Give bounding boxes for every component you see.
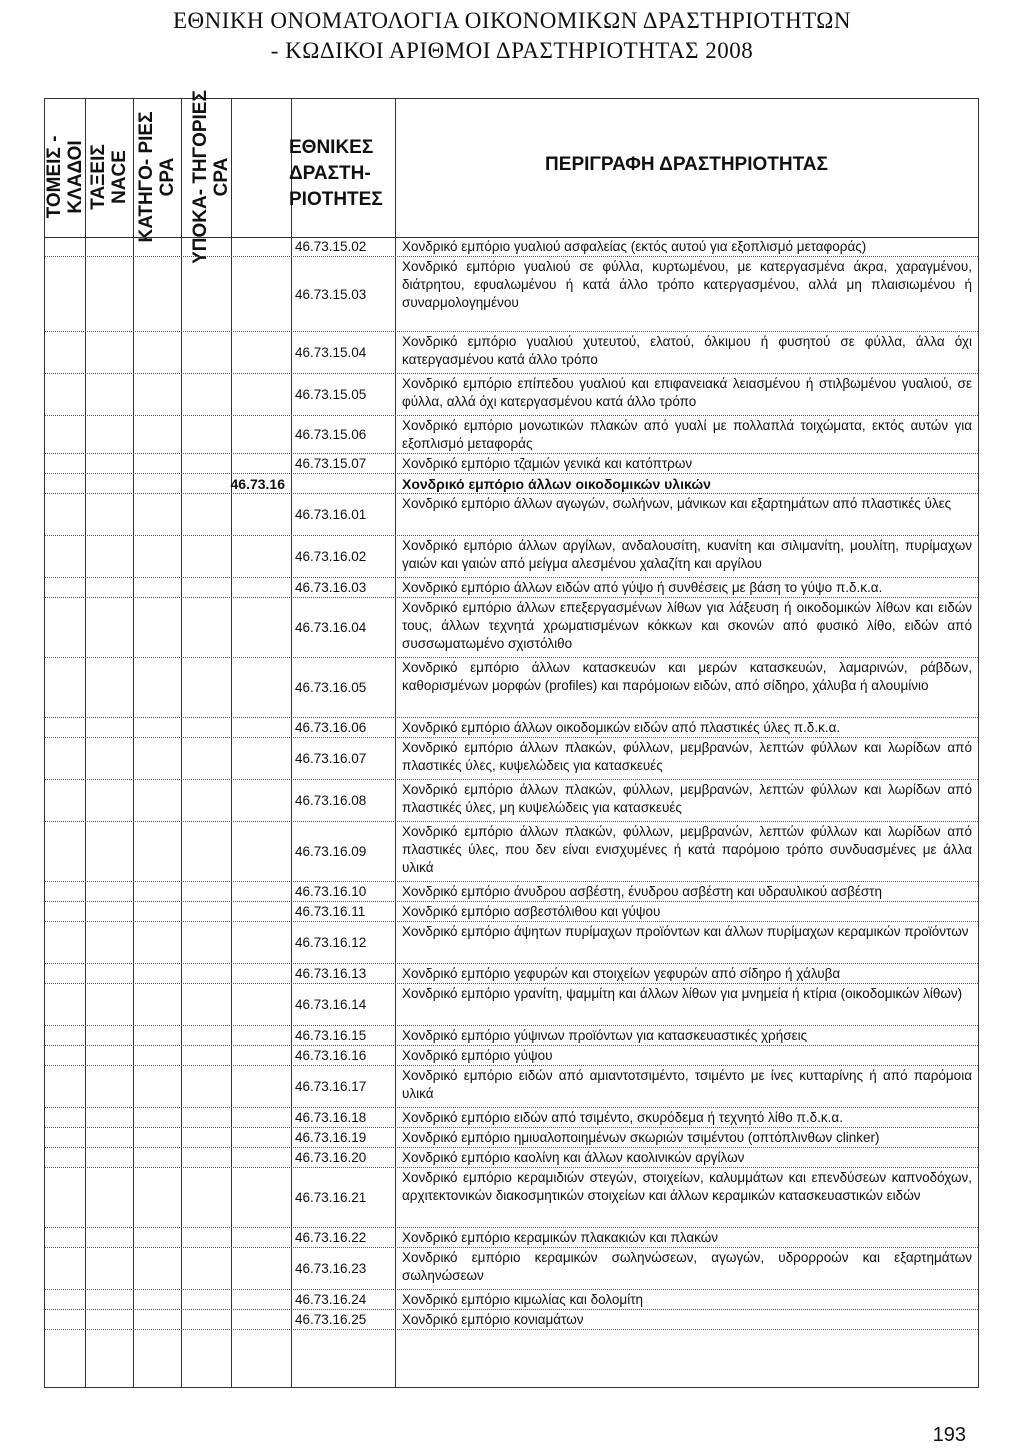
activity-code: 46.73.16.01: [295, 507, 367, 522]
activity-description: Χονδρικό εμπόριο άλλων ειδών από γύψο ή συνθέσεις με βάση το γύψο π.δ.κ.α.: [402, 580, 883, 595]
table-row: [45, 1066, 978, 1108]
activity-description: Χονδρικό εμπόριο καολίνη και άλλων καολινικών αργίλων: [402, 1150, 745, 1165]
class-cell: [45, 1066, 291, 1107]
activity-code: 46.73.16.22: [295, 1230, 367, 1245]
class-cell: [45, 1128, 291, 1147]
class-cell: [45, 257, 291, 331]
table-row: [45, 738, 978, 780]
table-row: [45, 882, 978, 902]
activity-description: Χονδρικό εμπόριο τζαμιών γενικά και κατόπτρων: [402, 456, 693, 471]
table-row: [45, 1128, 978, 1148]
class-cell: [45, 1228, 291, 1247]
table-row: [45, 237, 978, 257]
table-row: [45, 454, 978, 474]
table-row: [45, 658, 978, 718]
class-cell: [45, 984, 291, 1025]
table-row: [45, 780, 978, 822]
class-cell: [45, 1290, 291, 1309]
activity-description: Χονδρικό εμπόριο κιμωλίας και δολομίτη: [402, 1292, 644, 1307]
table-row: [45, 598, 978, 658]
document-title-line2: - ΚΩΔΙΚΟΙ ΑΡΙΘΜΟΙ ΔΡΑΣΤΗΡΙΟΤΗΤΑΣ 2008: [270, 38, 754, 63]
activity-code: 46.73.16.24: [295, 1292, 367, 1307]
activity-code: 46.73.16.25: [295, 1312, 367, 1327]
class-cell: [45, 1310, 291, 1329]
class-cell: [45, 1026, 291, 1045]
class-cell: [45, 1148, 291, 1167]
activity-code: 46.73.16.03: [295, 580, 367, 595]
activity-code: 46.73.15.06: [295, 427, 367, 442]
class-cell: [45, 780, 291, 821]
activity-code: 46.73.16.08: [295, 793, 367, 808]
table-row: [45, 332, 978, 374]
activity-description: Χονδρικό εμπόριο μονωτικών πλακών από γυαλί με πολλαπλά τοιχώματα, εκτός αυτών για εξοπλισμό μεταφοράς: [402, 418, 972, 451]
activity-description: Χονδρικό εμπόριο ειδών από αμιαντοτσιμέντο, τσιμέντο με ίνες κυτταρίνης ή από παρόμοια υλικά: [402, 1068, 972, 1101]
class-cell: [45, 332, 291, 373]
activity-codes-table: [44, 90, 979, 1388]
class-cell: [45, 454, 291, 473]
activity-description: Χονδρικό εμπόριο ειδών από τσιμέντο, σκυρόδεμα ή τεχνητό λίθο π.δ.κ.α.: [402, 1110, 843, 1125]
activity-code: 46.73.16.21: [295, 1190, 367, 1205]
activity-description: Χονδρικό εμπόριο επίπεδου γυαλιού και επιφανειακά λειασμένου ή στιλβωμένου γυαλιού, σε φύλλα, αλλά όχι κατεργασμένου κατά άλλο τρόπο: [402, 376, 972, 409]
activity-code: 46.73.16.17: [295, 1079, 367, 1094]
activity-description: Χονδρικό εμπόριο ασβεστόλιθου και γύψου: [402, 904, 661, 919]
class-cell: [45, 374, 291, 415]
table-row: [45, 964, 978, 984]
activity-code: 46.73.16.14: [295, 997, 367, 1012]
table-row: [45, 1108, 978, 1128]
activity-description: Χονδρικό εμπόριο γύψου: [402, 1048, 553, 1063]
activity-code: 46.73.16.05: [295, 680, 367, 695]
table-row: [45, 257, 978, 332]
activity-description: Χονδρικό εμπόριο άλλων πλακών, φύλλων, μεμβρανών, λεπτών φύλλων και λωρίδων από πλαστικές ύλες, μη κυψελώδεις για κατασκευές: [402, 782, 972, 815]
activity-description: Χονδρικό εμπόριο κονιαμάτων: [402, 1312, 584, 1327]
table-row: [45, 922, 978, 964]
activity-description: Χονδρικό εμπόριο γεφυρών και στοιχείων γεφυρών από σίδηρο ή χάλυβα: [402, 966, 841, 981]
activity-code: 46.73.16.04: [295, 620, 367, 635]
activity-description: Χονδρικό εμπόριο κεραμικών σωληνώσεων, αγωγών, υδρορροών και εξαρτημάτων σωληνώσεων: [402, 1250, 972, 1283]
document-title-line1: ΕΘΝΙΚΗ ΟΝΟΜΑΤΟΛΟΓΙΑ ΟΙΚΟΝΟΜΙΚΩΝ ΔΡΑΣΤΗΡΙΟΤΗΤΩΝ: [172, 8, 852, 33]
activity-code: 46.73.16.13: [295, 966, 367, 981]
table-body: [45, 237, 978, 1330]
table-row: [45, 1026, 978, 1046]
activity-description: Χονδρικό εμπόριο άλλων οικοδομικών ειδών από πλαστικές ύλες π.δ.κ.α.: [402, 720, 841, 735]
header-activity-description: ΠΕΡΙΓΡΑΦΗ ΔΡΑΣΤΗΡΙΟΤΗΤΑΣ: [545, 154, 828, 175]
table-row: [45, 718, 978, 738]
header-cpa-categories: ΚΑΤΗΓΟ- ΡΙΕΣ CPA: [136, 111, 178, 243]
table-row: [45, 822, 978, 882]
class-cell: [45, 578, 291, 597]
activity-description: Χονδρικό εμπόριο άλλων κατασκευών και μερών κατασκευών, λαμαρινών, ράβδων, καθορισμένων μορφών (profiles) και παρόμοιων ειδών, από σίδηρο, χάλυβα ή αλουμίνιο: [402, 660, 972, 693]
activity-code: 46.73.16.07: [295, 751, 367, 766]
table-row: [45, 902, 978, 922]
table-row: [45, 374, 978, 416]
activity-description: Χονδρικό εμπόριο άλλων πλακών, φύλλων, μεμβρανών, λεπτών φύλλων και λωρίδων από πλαστικές ύλες, κυψελώδεις για κατασκευές: [402, 740, 972, 773]
activity-description: Χονδρικό εμπόριο γρανίτη, ψαμμίτη και άλλων λίθων για μνημεία ή κτίρια (οικοδομικών λίθων): [402, 986, 963, 1001]
activity-code: 46.73.15.03: [295, 286, 367, 302]
activity-code: 46.73.16.10: [295, 884, 367, 899]
class-cell: [45, 1046, 291, 1065]
activity-code: 46.73.16.09: [295, 844, 367, 859]
class-cell: [45, 658, 291, 717]
header-cpa-subcategories: ΥΠΟΚΑ- ΤΗΓΟΡΙΕΣ CPA: [190, 90, 232, 264]
class-cell: [45, 1168, 291, 1227]
group-code: 46.73.16: [230, 475, 285, 492]
activity-description: Χονδρικό εμπόριο άλλων πλακών, φύλλων, μεμβρανών, λεπτών φύλλων και λωρίδων από πλαστικές ύλες, που δεν είναι ενισχυμένες ή κατά παρόμοιο τρόπο συνδυασμένες με άλλα υλικά: [402, 824, 972, 875]
activity-description: Χονδρικό εμπόριο ημιυαλοποιημένων σκωριών τσιμέντου (οπτόπλινθων clinker): [402, 1130, 880, 1145]
activity-code: 46.73.15.02: [295, 239, 367, 254]
activity-description: Χονδρικό εμπόριο άνυδρου ασβέστη, ένυδρου ασβέστη και υδραυλικού ασβέστη: [402, 884, 883, 899]
activity-description: Χονδρικό εμπόριο άλλων αγωγών, σωλήνων, μάνικων και εξαρτημάτων από πλαστικές ύλες: [402, 496, 952, 511]
class-cell: [45, 882, 291, 901]
activity-code: 46.73.16.15: [295, 1028, 367, 1043]
table-row: [45, 1290, 978, 1310]
table-row: [45, 1310, 978, 1330]
table-row: [45, 1168, 978, 1228]
page-number: 193: [932, 1424, 966, 1446]
group-row: [45, 474, 978, 494]
activity-code: 46.73.16.23: [295, 1261, 367, 1276]
activity-code: 46.73.15.04: [295, 345, 367, 360]
class-cell: [45, 494, 291, 535]
header-nace-classes: ΤΑΞΕΙΣ NACE: [88, 144, 130, 210]
class-cell: [45, 1108, 291, 1127]
class-cell: [45, 536, 291, 577]
activity-code: 46.73.15.07: [295, 456, 367, 471]
class-cell: [45, 738, 291, 779]
table-row: [45, 1248, 978, 1290]
class-cell: [45, 902, 291, 921]
activity-code: 46.73.16.06: [295, 720, 367, 735]
activity-description: Χονδρικό εμπόριο άψητων πυρίμαχων προϊόντων και άλλων πυρίμαχων κεραμικών προϊόντων: [402, 924, 969, 939]
activity-description: Χονδρικό εμπόριο γυαλιού σε φύλλα, κυρτωμένου, με κατεργασμένα άκρα, χαραγμένου, διάτρητου, εφυαλωμένου ή κατά άλλο τρόπο κατεργασμένου, αλλά μη πλαισιωμένου ή συναρμολογημένου: [402, 259, 972, 310]
activity-description: Χονδρικό εμπόριο κεραμικών πλακακιών και πλακών: [402, 1230, 719, 1245]
table-row: [45, 536, 978, 578]
table-row: [45, 1228, 978, 1248]
header-national-activities: ΕΘΝΙΚΕΣ ΔΡΑΣΤΗ- ΡΙΟΤΗΤΕΣ: [289, 137, 383, 210]
activity-description: Χονδρικό εμπόριο γυαλιού ασφαλείας (εκτός αυτού για εξοπλισμό μεταφοράς): [402, 239, 867, 254]
table-row: [45, 1148, 978, 1168]
activity-code: 46.73.16.11: [295, 904, 366, 919]
header-sectors: ΤΟΜΕΙΣ - ΚΛΑΔΟΙ: [44, 135, 86, 219]
table-row: [45, 1046, 978, 1066]
table-row: [45, 578, 978, 598]
activity-description: Χονδρικό εμπόριο κεραμιδιών στεγών, στοιχείων, καλυμμάτων και επενδύσεων καπνοδόχων, αρχιτεκτονικών διακοσμητικών στοιχείων και άλλων κεραμικών κατασκευαστικών ειδών: [402, 1170, 972, 1203]
activity-code: 46.73.16.16: [295, 1048, 367, 1063]
class-cell: [45, 598, 291, 657]
table-row: [45, 494, 978, 536]
activity-code: 46.73.16.12: [295, 935, 367, 950]
class-cell: [45, 922, 291, 963]
activity-description: Χονδρικό εμπόριο άλλων επεξεργασμένων λίθων για λάξευση ή οικοδομικών λίθων και ειδών τους, άλλων τεχνητά χρωματισμένων κόκκων και σκονών από φυσικό λίθο, ειδών από συσσωματωμένο σχιστόλιθο: [402, 600, 972, 651]
activity-code: 46.73.15.05: [295, 387, 367, 402]
table-row: [45, 984, 978, 1026]
activity-code: [291, 474, 395, 493]
activity-description: Χονδρικό εμπόριο άλλων αργίλων, ανδαλουσίτη, κυανίτη και σιλιμανίτη, μουλίτη, πυρίμαχων γαιών και γαιών από μείγμα αλεσμένου χαλαζίτη και αργίλου: [402, 538, 972, 571]
class-cell: [45, 1248, 291, 1289]
class-cell: [45, 964, 291, 983]
activity-description: Χονδρικό εμπόριο άλλων οικοδομικών υλικών: [402, 476, 711, 492]
activity-description: Χονδρικό εμπόριο γύψινων προϊόντων για κατασκευαστικές χρήσεις: [402, 1028, 808, 1043]
activity-description: Χονδρικό εμπόριο γυαλιού χυτευτού, ελατού, όλκιμου ή φυσητού σε φύλλα, άλλα όχι κατεργασμένου κατά άλλο τρόπο: [402, 334, 972, 367]
activity-code: 46.73.16.18: [295, 1110, 367, 1125]
class-cell: [45, 237, 291, 256]
class-cell: [45, 416, 291, 453]
activity-code: 46.73.16.02: [295, 549, 367, 564]
activity-code: 46.73.16.20: [295, 1150, 367, 1165]
table-row: [45, 416, 978, 454]
activity-code: 46.73.16.19: [295, 1130, 367, 1145]
class-cell: [45, 822, 291, 881]
class-cell: [45, 718, 291, 737]
